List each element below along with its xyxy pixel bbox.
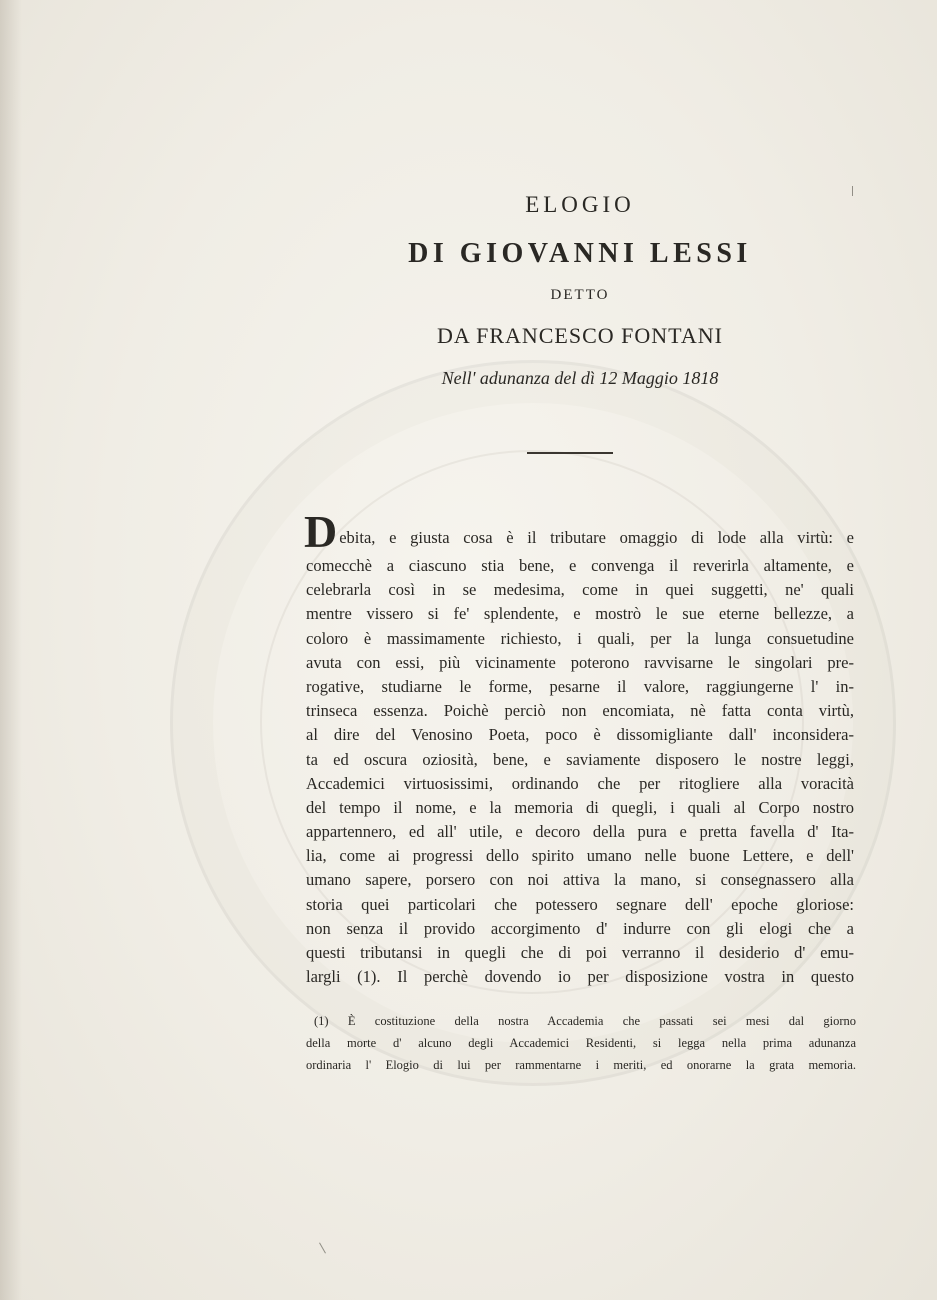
header-rule <box>527 452 613 454</box>
body-line: rogative, studiarne le forme, pesarne il valore, raggiungerne l' in- <box>306 676 854 696</box>
page-header <box>300 188 860 392</box>
drop-cap: D <box>304 506 338 557</box>
footnote-lines <box>306 1010 856 1076</box>
body-line: del tempo il nome, e la memoria di quegli, i quali al Corpo nostro <box>306 797 854 817</box>
body-line: coloro è massimamente richiesto, i quali, per la lunga consuetudine <box>306 628 854 648</box>
title-elogio: ELOGIO <box>525 192 635 217</box>
author-line: DA FRANCESCO FONTANI <box>437 323 723 348</box>
body-line-first: ebita, e giusta cosa è il tributare omaggio di lode alla virtù: e <box>339 528 854 547</box>
body-line: celebrarla così in se medesima, come in quei suggetti, ne' quali <box>306 580 854 600</box>
footnote <box>306 1010 856 1076</box>
body-line: al dire del Venosino Poeta, poco è dissomigliante dall' inconsidera- <box>306 725 854 745</box>
date-line: Nell' adunanza del dì 12 Maggio 1818 <box>441 368 719 388</box>
page-edge-shadow <box>0 0 22 1300</box>
body-line: Accademici virtuosissimi, ordinando che per ritogliere alla voracità <box>306 773 854 793</box>
footnote-line: (1) È costituzione della nostra Accademia che passati sei mesi dal giorno <box>314 1014 856 1028</box>
title-subject: DI GIOVANNI LESSI <box>408 238 752 269</box>
title-detto: DETTO <box>550 287 610 303</box>
footnote-line: ordinaria l' Elogio di lui per rammentarne i meriti, ed onorarne la grata memoria. <box>306 1058 856 1072</box>
body-text <box>304 506 854 989</box>
speck-mark <box>319 1243 326 1254</box>
body-line: storia quei particolari che potessero segnare dell' epoche gloriose: <box>306 894 854 914</box>
body-line: umano sapere, porsero con noi attiva la mano, si consegnassero alla <box>306 870 854 890</box>
body-line: non senza il provido accorgimento d' indurre con gli elogi che a <box>306 918 854 938</box>
body-line: lia, come ai progressi dello spirito umano nelle buone Lettere, e dell' <box>306 846 854 866</box>
body-lines <box>306 554 854 989</box>
body-line: avuta con essi, più vicinamente poterono ravvisarne le singolari pre- <box>306 652 854 672</box>
body-line: largli (1). Il perchè dovendo io per disposizione vostra in questo <box>306 967 854 987</box>
footnote-line: della morte d' alcuno degli Accademici Residenti, si legga nella prima adunanza <box>306 1036 856 1050</box>
body-line: appartennero, ed all' utile, e decoro della pura e pretta favella d' Ita- <box>306 822 854 842</box>
body-line: trinseca essenza. Poichè perciò non encomiata, nè fatta conta virtù, <box>306 701 854 721</box>
speck-mark <box>852 186 853 196</box>
body-line: mentre vissero si fe' splendente, e mostrò le sue eterne bellezze, a <box>306 604 854 624</box>
body-line: comecchè a ciascuno stia bene, e convenga il reverirla altamente, e <box>306 556 854 575</box>
body-line: ta ed oscura oziosità, bene, e saviamente disposero le nostre leggi, <box>306 749 854 769</box>
body-line: questi tributansi in quegli che di poi verranno il desiderio d' emu- <box>306 943 854 962</box>
